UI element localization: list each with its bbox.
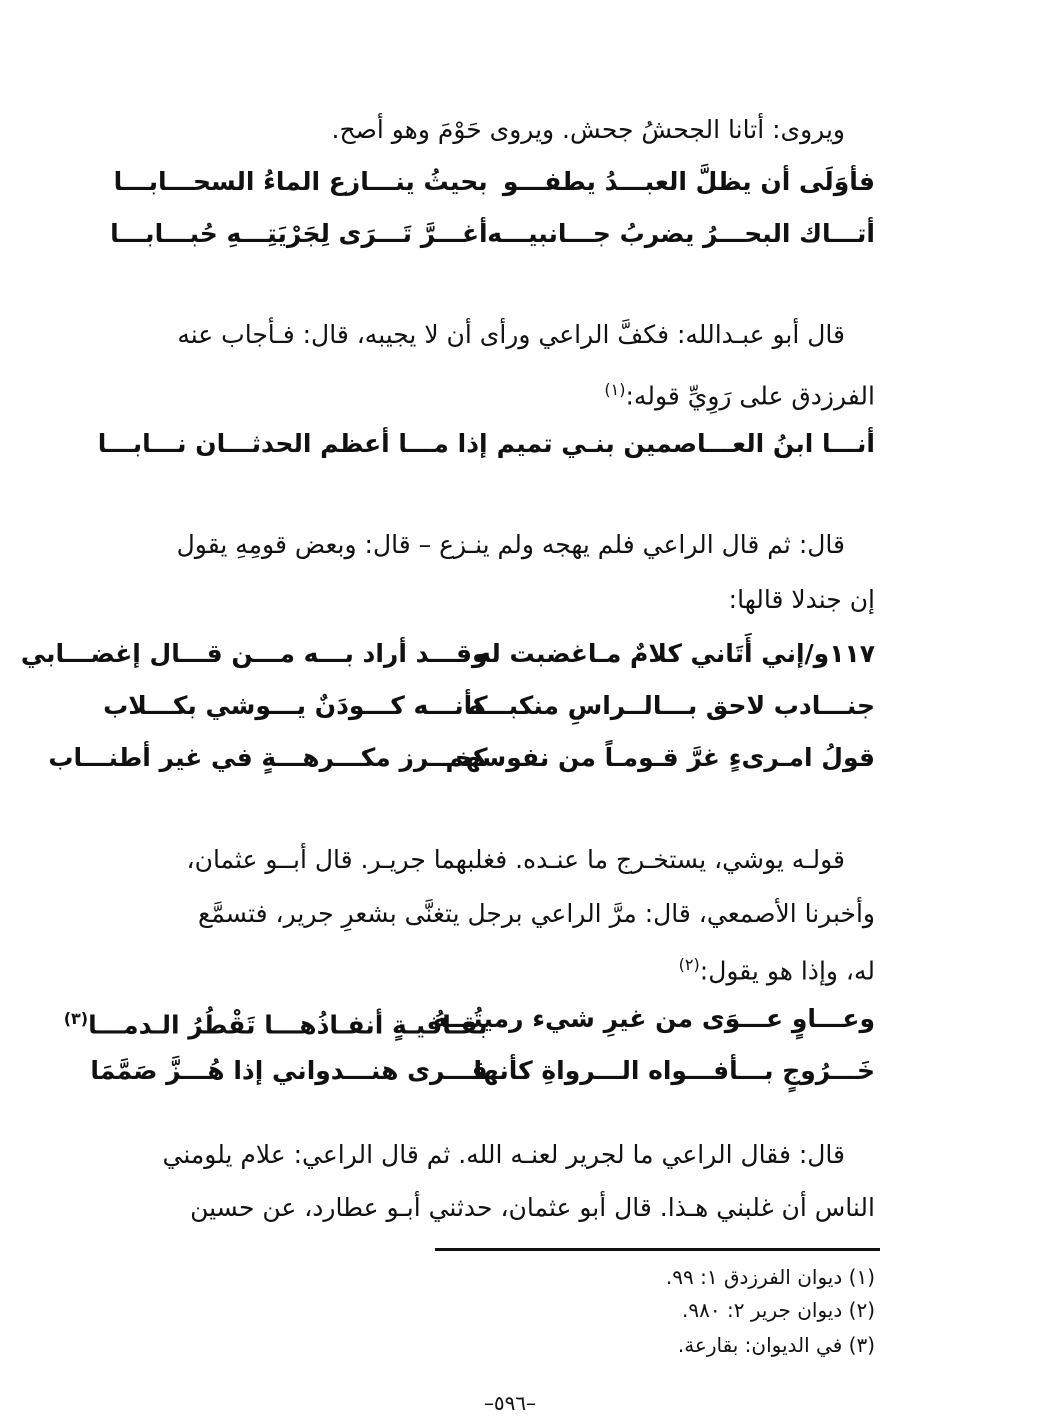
verse-1-first-hemistich: فأوَلَى أن يظلَّ العبـــدُ يطفـــو bbox=[502, 167, 875, 196]
paragraph-2-line-2 bbox=[130, 370, 875, 416]
verse-4 bbox=[20, 632, 875, 676]
footnote-1: (١) ديوان الفرزدق ١: ٩٩. bbox=[665, 1265, 875, 1289]
paragraph-1-line-1: ويروى: أتانا الجحشُ جحش. ويروى حَوْمَ وهو أصح. bbox=[331, 115, 845, 144]
paragraph-4-line-2: وأخبرنا الأصمعي، قال: مرَّ الراعي برجل يتغنَّى بشعرِ جرير، فتسمَّع bbox=[198, 899, 875, 928]
footnote-3: (٣) في الديوان: بقارعة. bbox=[677, 1333, 875, 1357]
verse-8 bbox=[90, 1049, 875, 1093]
verse-6-second-hemistich: كخـــرز مكـــرهـــةٍ في غير أطنـــاب bbox=[48, 743, 488, 772]
verse-4-first-hemistich: ١١٧و/إني أَتَاني كلامٌ مـاغضبت له bbox=[476, 639, 875, 668]
paragraph-3-line-1: قال: ثم قال الراعي فلم يهجه ولم ينـزع – قال: وبعض قومِهِ يقول bbox=[176, 530, 845, 559]
page-number: –٥٩٦– bbox=[483, 1391, 537, 1415]
verse-2-first-hemistich: أتـــاك البحـــرُ يضربُ جـــانبيـــه bbox=[487, 219, 875, 248]
paragraph-3-line-2: إن جندلا قالها: bbox=[728, 585, 875, 614]
verse-2-second-hemistich: أغـــرَّ تَـــرَى لِجَرْيَتِـــهِ حُبـــابـــا bbox=[110, 219, 488, 248]
verse-5-first-hemistich: جنـــادب لاحق بـــالــراسِ منكبـــه bbox=[467, 691, 875, 720]
verse-7 bbox=[63, 997, 875, 1041]
verse-6 bbox=[48, 736, 875, 780]
verse-3-first-hemistich: أنـــا ابنُ العـــاصمين بنـي تميم bbox=[496, 429, 875, 458]
verse-6-first-hemistich: قولُ امـرىءٍ غرَّ قـومـاً من نفوسهم bbox=[445, 743, 875, 772]
verse-2 bbox=[110, 212, 875, 256]
paragraph-4-line-3 bbox=[130, 945, 875, 991]
footnote-separator bbox=[435, 1248, 880, 1251]
footnote-2: (٢) ديوان جرير ٢: ٩٨٠. bbox=[682, 1298, 875, 1322]
paragraph-5-line-1: قال: فقال الراعي ما لجرير لعنـه الله. ثم قال الراعي: علام يلومني bbox=[162, 1140, 845, 1169]
verse-7-second-text: بقـافيـةٍ أنفـاذُهـــا تَقْطُرُ الـدمـــا bbox=[88, 1010, 488, 1040]
verse-5 bbox=[103, 684, 875, 728]
verse-5-second-hemistich: كأنـــه كـــودَنٌ يـــوشي بكـــلاب bbox=[103, 691, 488, 720]
verse-1-second-hemistich: بحيثُ ينـــازع الماءُ السحـــابـــا bbox=[113, 167, 488, 196]
footnote-ref-1: (١) bbox=[604, 380, 626, 399]
verse-3 bbox=[97, 422, 875, 466]
verse-8-first-hemistich: خَـــرُوجٍ بـــأفـــواه الـــرواةِ كأنها bbox=[473, 1056, 875, 1085]
paragraph-4-line-3-text: له، وإذا هو يقول: bbox=[699, 956, 875, 986]
verse-3-second-hemistich: إذا مـــا أعظم الحدثـــان نـــابـــا bbox=[97, 429, 488, 458]
paragraph-2-line-2-text: الفرزدق على رَوِيِّ قوله: bbox=[625, 381, 875, 411]
verse-4-second-hemistich: وقـــد أراد بـــه مـــن قـــال إغضـــابي bbox=[20, 639, 488, 668]
footnote-ref-3: (٣) bbox=[63, 1009, 89, 1028]
verse-8-second-hemistich: قـــرى هنـــدواني إذا هُـــزَّ صَمَّمَا bbox=[90, 1056, 488, 1085]
footnote-ref-2: (٢) bbox=[678, 955, 700, 974]
verse-1 bbox=[113, 160, 875, 204]
verse-7-first-hemistich: وعـــاوٍ عـــوَى من غيرِ شيء رميتُـــهُ bbox=[432, 1004, 875, 1033]
verse-7-second-hemistich bbox=[63, 997, 488, 1047]
paragraph-5-line-2: الناس أن غلبني هـذا. قال أبو عثمان، حدثني أبـو عطارد، عن حسين bbox=[190, 1193, 875, 1222]
paragraph-2-line-1: قال أبو عبـدالله: فكفَّ الراعي ورأى أن لا يجيبه، قال: فـأجاب عنه bbox=[177, 320, 845, 349]
paragraph-4-line-1: قولـه يوشي، يستخـرج ما عنـده. فغلبهما جريـر. قال أبــو عثمان، bbox=[186, 845, 845, 874]
